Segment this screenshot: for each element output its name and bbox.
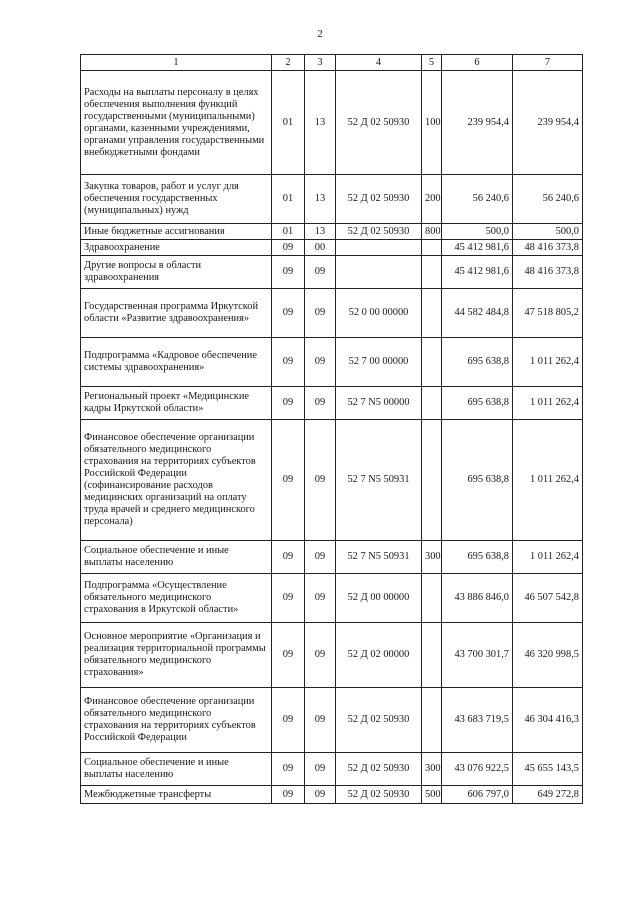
- section-code-cell: 09: [272, 574, 305, 623]
- table-row: [81, 387, 583, 420]
- section-code-cell: 09: [272, 256, 305, 289]
- expense-type-cell: [422, 387, 442, 420]
- target-article-cell: 52 Д 02 50930: [336, 688, 422, 753]
- section-code-cell: 09: [272, 338, 305, 387]
- target-article-cell: 52 7 N5 50931: [336, 420, 422, 541]
- amount-year2-cell: 48 416 373,8: [513, 240, 583, 256]
- expense-type-cell: [422, 420, 442, 541]
- section-code-cell: 09: [272, 623, 305, 688]
- row-name-cell: Межбюджетные трансферты: [81, 786, 272, 804]
- target-article-cell: 52 Д 02 50930: [336, 753, 422, 786]
- budget-table: [80, 54, 583, 804]
- amount-year1-cell: 44 582 484,8: [442, 289, 513, 338]
- amount-year1-cell: 695 638,8: [442, 420, 513, 541]
- row-name-cell: Здравоохранение: [81, 240, 272, 256]
- amount-year1-cell: 43 700 301,7: [442, 623, 513, 688]
- row-name-cell: Подпрограмма «Осуществление обязательного медицинского страхования в Иркутской области»: [81, 574, 272, 623]
- target-article-cell: 52 Д 02 00000: [336, 623, 422, 688]
- row-name-cell: Региональный проект «Медицинские кадры Иркутской области»: [81, 387, 272, 420]
- section-code-cell: 09: [272, 753, 305, 786]
- amount-year1-cell: 606 797,0: [442, 786, 513, 804]
- expense-type-cell: [422, 688, 442, 753]
- row-name-cell: Финансовое обеспечение организации обязательного медицинского страхования на территориях субъектов Российской Федерации: [81, 688, 272, 753]
- amount-year2-cell: 1 011 262,4: [513, 338, 583, 387]
- table-row: [81, 338, 583, 387]
- subsection-code-cell: 09: [305, 623, 336, 688]
- amount-year1-cell: 45 412 981,6: [442, 240, 513, 256]
- row-name-cell: Основное мероприятие «Организация и реализация территориальной программы обязательного медицинского страхования»: [81, 623, 272, 688]
- row-name-cell: Финансовое обеспечение организации обязательного медицинского страхования на территориях субъектов Российской Федерации (софинансирование расходов медицинских организаций на оплату труда врачей и среднего медицинского персонала): [81, 420, 272, 541]
- subsection-code-cell: 09: [305, 753, 336, 786]
- subsection-code-cell: 09: [305, 420, 336, 541]
- column-header-1: 1: [81, 55, 272, 71]
- target-article-cell: 52 7 N5 50931: [336, 541, 422, 574]
- amount-year2-cell: 46 304 416,3: [513, 688, 583, 753]
- section-code-cell: 01: [272, 71, 305, 175]
- table-row: [81, 574, 583, 623]
- table-header-row: [81, 55, 583, 71]
- amount-year2-cell: 1 011 262,4: [513, 387, 583, 420]
- amount-year2-cell: 46 507 542,8: [513, 574, 583, 623]
- subsection-code-cell: 09: [305, 338, 336, 387]
- subsection-code-cell: 09: [305, 256, 336, 289]
- table-row: [81, 289, 583, 338]
- section-code-cell: 01: [272, 175, 305, 224]
- column-header-7: 7: [513, 55, 583, 71]
- amount-year2-cell: 45 655 143,5: [513, 753, 583, 786]
- amount-year1-cell: 239 954,4: [442, 71, 513, 175]
- amount-year2-cell: 649 272,8: [513, 786, 583, 804]
- section-code-cell: 09: [272, 786, 305, 804]
- table-row: [81, 71, 583, 175]
- table-row: [81, 224, 583, 240]
- table-row: [81, 541, 583, 574]
- column-header-5: 5: [422, 55, 442, 71]
- expense-type-cell: [422, 240, 442, 256]
- subsection-code-cell: 09: [305, 574, 336, 623]
- subsection-code-cell: 13: [305, 71, 336, 175]
- amount-year2-cell: 48 416 373,8: [513, 256, 583, 289]
- amount-year2-cell: 239 954,4: [513, 71, 583, 175]
- expense-type-cell: 500: [422, 786, 442, 804]
- table-row: [81, 623, 583, 688]
- amount-year2-cell: 47 518 805,2: [513, 289, 583, 338]
- target-article-cell: 52 Д 00 00000: [336, 574, 422, 623]
- subsection-code-cell: 13: [305, 175, 336, 224]
- section-code-cell: 01: [272, 224, 305, 240]
- amount-year2-cell: 500,0: [513, 224, 583, 240]
- expense-type-cell: 300: [422, 541, 442, 574]
- row-name-cell: Подпрограмма «Кадровое обеспечение системы здравоохранения»: [81, 338, 272, 387]
- column-header-3: 3: [305, 55, 336, 71]
- column-header-2: 2: [272, 55, 305, 71]
- row-name-cell: Государственная программа Иркутской области «Развитие здравоохранения»: [81, 289, 272, 338]
- expense-type-cell: [422, 289, 442, 338]
- expense-type-cell: 200: [422, 175, 442, 224]
- amount-year2-cell: 1 011 262,4: [513, 541, 583, 574]
- expense-type-cell: 300: [422, 753, 442, 786]
- amount-year1-cell: 43 683 719,5: [442, 688, 513, 753]
- subsection-code-cell: 09: [305, 289, 336, 338]
- target-article-cell: 52 Д 02 50930: [336, 71, 422, 175]
- section-code-cell: 09: [272, 688, 305, 753]
- table-row: [81, 240, 583, 256]
- target-article-cell: 52 Д 02 50930: [336, 224, 422, 240]
- amount-year2-cell: 46 320 998,5: [513, 623, 583, 688]
- section-code-cell: 09: [272, 420, 305, 541]
- subsection-code-cell: 13: [305, 224, 336, 240]
- subsection-code-cell: 00: [305, 240, 336, 256]
- amount-year1-cell: 695 638,8: [442, 338, 513, 387]
- row-name-cell: Иные бюджетные ассигнования: [81, 224, 272, 240]
- table-row: [81, 753, 583, 786]
- column-header-4: 4: [336, 55, 422, 71]
- subsection-code-cell: 09: [305, 387, 336, 420]
- section-code-cell: 09: [272, 289, 305, 338]
- target-article-cell: 52 Д 02 50930: [336, 175, 422, 224]
- amount-year1-cell: 43 076 922,5: [442, 753, 513, 786]
- target-article-cell: 52 7 00 00000: [336, 338, 422, 387]
- table-row: [81, 175, 583, 224]
- expense-type-cell: [422, 256, 442, 289]
- target-article-cell: 52 7 N5 00000: [336, 387, 422, 420]
- column-header-6: 6: [442, 55, 513, 71]
- section-code-cell: 09: [272, 387, 305, 420]
- amount-year1-cell: 695 638,8: [442, 387, 513, 420]
- row-name-cell: Социальное обеспечение и иные выплаты населению: [81, 541, 272, 574]
- table-row: [81, 420, 583, 541]
- row-name-cell: Социальное обеспечение и иные выплаты населению: [81, 753, 272, 786]
- target-article-cell: [336, 256, 422, 289]
- amount-year2-cell: 1 011 262,4: [513, 420, 583, 541]
- expense-type-cell: [422, 338, 442, 387]
- target-article-cell: [336, 240, 422, 256]
- subsection-code-cell: 09: [305, 688, 336, 753]
- amount-year1-cell: 45 412 981,6: [442, 256, 513, 289]
- row-name-cell: Закупка товаров, работ и услуг для обеспечения государственных (муниципальных) нужд: [81, 175, 272, 224]
- row-name-cell: Расходы на выплаты персоналу в целях обеспечения выполнения функций государственными (муниципальными) органами, казенными учреждениями, органами управления государственными внебюджетными фондами: [81, 71, 272, 175]
- section-code-cell: 09: [272, 240, 305, 256]
- target-article-cell: 52 0 00 00000: [336, 289, 422, 338]
- table-row: [81, 688, 583, 753]
- expense-type-cell: 800: [422, 224, 442, 240]
- section-code-cell: 09: [272, 541, 305, 574]
- budget-table-body: [81, 55, 583, 804]
- amount-year1-cell: 56 240,6: [442, 175, 513, 224]
- amount-year1-cell: 695 638,8: [442, 541, 513, 574]
- subsection-code-cell: 09: [305, 541, 336, 574]
- expense-type-cell: [422, 574, 442, 623]
- amount-year1-cell: 43 886 846,0: [442, 574, 513, 623]
- table-row: [81, 256, 583, 289]
- expense-type-cell: [422, 623, 442, 688]
- table-row: [81, 786, 583, 804]
- amount-year2-cell: 56 240,6: [513, 175, 583, 224]
- expense-type-cell: 100: [422, 71, 442, 175]
- subsection-code-cell: 09: [305, 786, 336, 804]
- target-article-cell: 52 Д 02 50930: [336, 786, 422, 804]
- row-name-cell: Другие вопросы в области здравоохранения: [81, 256, 272, 289]
- page-number: 2: [317, 28, 323, 40]
- amount-year1-cell: 500,0: [442, 224, 513, 240]
